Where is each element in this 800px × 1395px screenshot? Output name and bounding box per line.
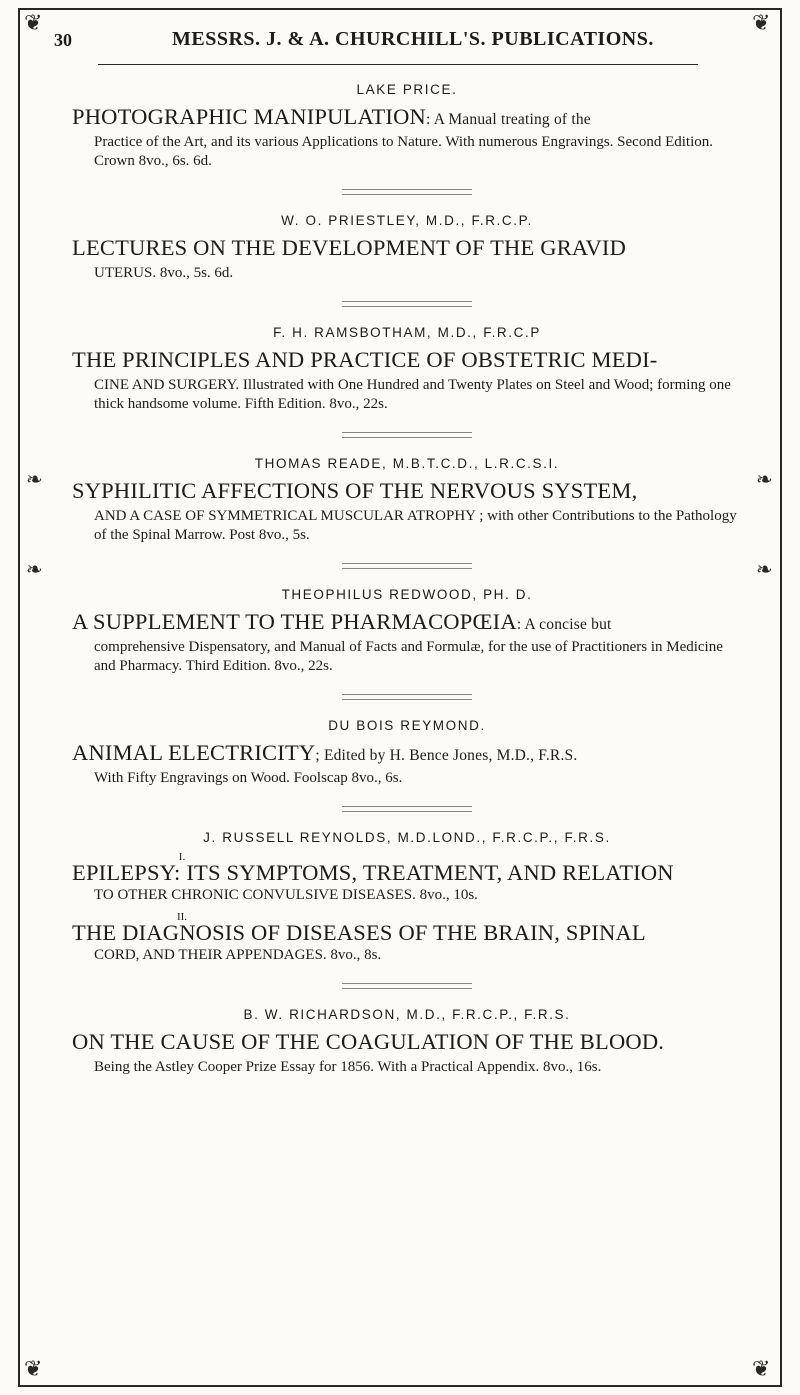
running-head: MESSRS. J. & A. CHURCHILL'S. PUBLICATIONS.: [172, 28, 654, 50]
author-name: W. O. PRIESTLEY, M.D., F.R.C.P.: [281, 213, 533, 228]
author-name: J. RUSSELL REYNOLDS, M.D.LOND., F.R.C.P., F.R.S.: [203, 830, 611, 845]
side-ornament-icon: ❧: [26, 559, 43, 581]
entry-title-rest: ; Edited by H. Bence Jones, M.D., F.R.S.: [315, 747, 578, 764]
entry-separator: [342, 806, 472, 812]
entry-title: EPILEPSY: ITS SYMPTOMS, TREATMENT, AND RELATION: [72, 860, 674, 885]
entry-description: With Fifty Engravings on Wood. Foolscap 8vo., 6s.: [94, 770, 403, 786]
entry-description: Being the Astley Cooper Prize Essay for 1856. With a Practical Appendix. 8vo., 16s.: [94, 1059, 602, 1075]
entry-separator: [342, 983, 472, 989]
entry-description: AND A CASE OF SYMMETRICAL MUSCULAR ATROPHY ; with other Contributions to the Pathology of the Spinal Marrow. Post 8vo., 5s.: [94, 508, 737, 543]
entry-title: PHOTOGRAPHIC MANIPULATION: [72, 104, 426, 129]
author-name: F. H. RAMSBOTHAM, M.D., F.R.C.P: [273, 325, 541, 340]
work-numeral: II.: [176, 911, 188, 923]
entry-title-rest: : A concise but: [516, 616, 612, 633]
side-ornament-icon: ❧: [756, 559, 773, 581]
entry-title-line: [72, 608, 742, 638]
catalogue-entry: [72, 830, 742, 965]
catalogue-entry: [72, 587, 742, 676]
page-number: 30: [54, 30, 72, 50]
entry-separator: [342, 694, 472, 700]
header-rule: [98, 64, 698, 65]
entry-title-line: [72, 1028, 742, 1058]
catalogue-entry: [72, 325, 742, 414]
corner-ornament-icon: ❦: [752, 10, 771, 35]
entry-title: ON THE CAUSE OF THE COAGULATION OF THE BLOOD.: [72, 1029, 665, 1054]
entry-title: THE PRINCIPLES AND PRACTICE OF OBSTETRIC MEDI-: [72, 347, 658, 372]
entry-title: THE DIAGNOSIS OF DISEASES OF THE BRAIN, SPINAL: [72, 920, 646, 945]
work-numeral: I.: [178, 851, 186, 863]
entry-separator: [342, 301, 472, 307]
entry-title-line: [72, 234, 742, 264]
entry-separator: [342, 432, 472, 438]
entry-description: comprehensive Dispensatory, and Manual of Facts and Formulæ, for the use of Practitioners in Medicine and Pharmacy. Third Edition. 8vo., 22s.: [94, 639, 723, 674]
side-ornament-icon: ❧: [756, 469, 773, 491]
author-name: THEOPHILUS REDWOOD, PH. D.: [281, 587, 533, 602]
author-name: DU BOIS REYMOND.: [328, 718, 486, 733]
entry-description: TO OTHER CHRONIC CONVULSIVE DISEASES. 8vo., 10s.: [94, 887, 478, 903]
entry-title-line: [72, 477, 742, 507]
catalogue-entry: [72, 718, 742, 788]
entry-separator: [342, 563, 472, 569]
catalogue-listing: [72, 82, 742, 1077]
corner-ornament-icon: ❦: [24, 1356, 43, 1381]
corner-ornament-icon: ❦: [752, 1356, 771, 1381]
entry-separator: [342, 189, 472, 195]
entry-title-line: [72, 859, 742, 886]
corner-ornament-icon: ❦: [24, 10, 43, 35]
entry-description: CORD, AND THEIR APPENDAGES. 8vo., 8s.: [94, 947, 382, 963]
author-name: THOMAS READE, M.B.T.C.D., L.R.C.S.I.: [254, 456, 560, 471]
entry-title-rest: : A Manual treating of the: [425, 111, 591, 128]
catalogue-entry: [72, 456, 742, 545]
author-name: LAKE PRICE.: [356, 82, 458, 97]
entry-title-line: [72, 919, 742, 946]
catalogue-entry: [72, 213, 742, 283]
entry-title: A SUPPLEMENT TO THE PHARMACOPŒIA: [72, 609, 517, 634]
entry-description: Practice of the Art, and its various Applications to Nature. With numerous Engravings. Second Edition. Crown 8vo., 6s. 6d.: [94, 134, 714, 169]
entry-title-line: [72, 103, 742, 133]
entry-description: CINE AND SURGERY. Illustrated with One Hundred and Twenty Plates on Steel and Wood; forming one thick handsome volume. Fifth Edition. 8vo., 22s.: [94, 377, 731, 412]
catalogue-entry: [72, 1007, 742, 1077]
entry-title: SYPHILITIC AFFECTIONS OF THE NERVOUS SYSTEM,: [72, 478, 638, 503]
entry-title-line: [72, 739, 742, 769]
side-ornament-icon: ❧: [26, 469, 43, 491]
author-name: B. W. RICHARDSON, M.D., F.R.C.P., F.R.S.: [243, 1007, 571, 1022]
catalogue-entry: [72, 82, 742, 171]
entry-title: LECTURES ON THE DEVELOPMENT OF THE GRAVID: [72, 235, 627, 260]
entry-title: ANIMAL ELECTRICITY: [72, 740, 316, 765]
entry-description: UTERUS. 8vo., 5s. 6d.: [94, 265, 234, 281]
entry-title-line: [72, 346, 742, 376]
